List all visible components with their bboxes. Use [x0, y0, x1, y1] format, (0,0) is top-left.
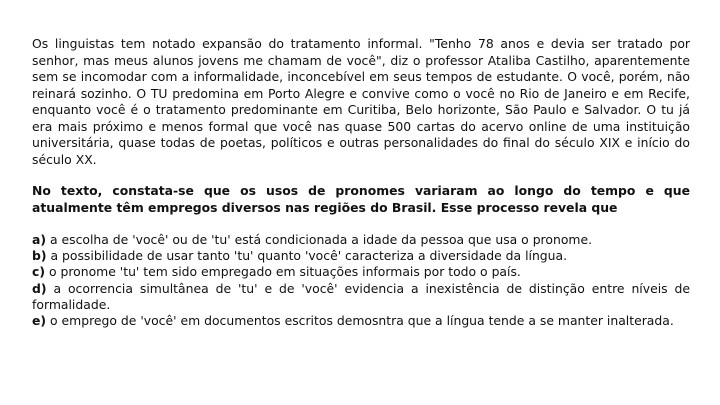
option-text: a escolha de 'você' ou de 'tu' está condicionada a idade da pessoa que usa o pronome.: [46, 232, 593, 247]
passage-text: Os linguistas tem notado expansão do tratamento informal. "Tenho 78 anos e devia ser tratado por senhor, mas meus alunos jovens me chamam de você", diz o professor Ataliba Castilho, aparentemente sem se incomodar com a informalidade, inconcebível em seus tempos de estudante. O você, porém, não reinará sozinho. O TU predomina em Porto Alegre e convive como o você no Rio de Janeiro e em Recife, enquanto você é o tratamento predominante em Curitiba, Belo horizonte, São Paulo e Salvador. O tu já era mais próximo e menos formal que você nas quase 500 cartas do acervo online de uma instituição universitária, quase todas de poetas, políticos e outras personalidades do final do século XIX e início do século XX.: [32, 36, 690, 167]
option-d: [32, 281, 690, 313]
option-text: o pronome 'tu' tem sido empregado em situações informais por todo o país.: [45, 264, 521, 280]
option-letter: a): [32, 232, 47, 247]
option-letter: b): [32, 248, 47, 264]
option-text: a ocorrencia simultânea de 'tu' e de 'você' evidencia a inexistência de distinção entre níveis de formalidade.: [32, 280, 690, 312]
option-letter: c): [32, 264, 46, 280]
option-c: [32, 264, 690, 280]
option-a: [32, 232, 690, 248]
option-letter: e): [32, 313, 47, 329]
option-b: [32, 248, 690, 264]
option-text: a possibilidade de usar tanto 'tu' quanto 'você' caracteriza a diversidade da língua.: [46, 248, 568, 264]
option-letter: d): [32, 280, 47, 296]
question-prompt: No texto, constata-se que os usos de pronomes variaram ao longo do tempo e que atualmente têm empregos diversos nas regiões do Brasil. Esse processo revela que: [32, 183, 690, 215]
option-e: [32, 313, 690, 329]
option-text: o emprego de 'você' em documentos escritos demosntra que a língua tende a se manter inalterada.: [46, 313, 674, 329]
answer-options: [32, 232, 690, 329]
